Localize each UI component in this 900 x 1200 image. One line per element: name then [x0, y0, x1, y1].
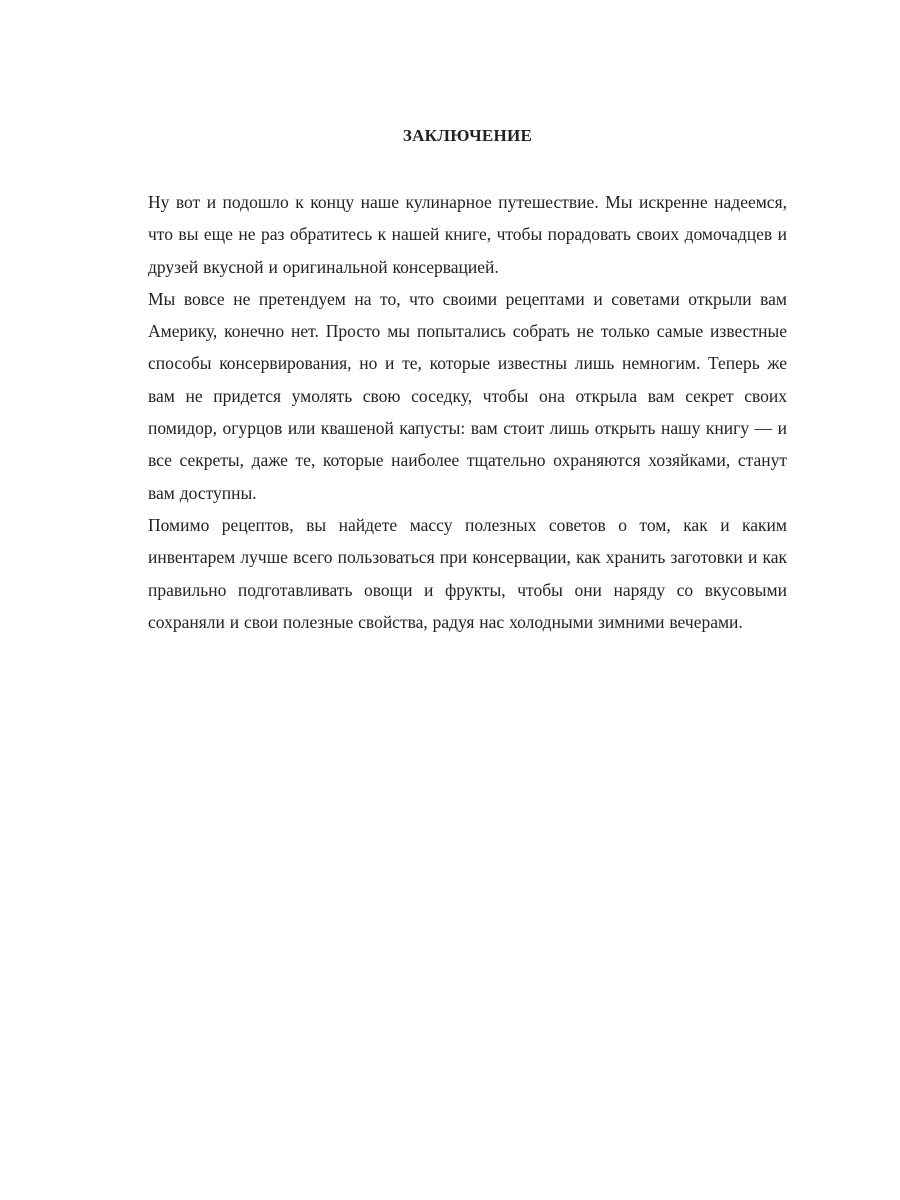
page-title: ЗАКЛЮЧЕНИЕ: [402, 126, 533, 145]
paragraph-3: Помимо рецептов, вы найдете массу полезных советов о том, как и каким инвентарем лучше всего пользоваться при консервации, как хранить заготовки и как правильно подготавливать овощи и фрукты, чтобы они наряду со вкусовыми сохраняли и свои полезные свойства, радуя нас холодными зимними вечерами.: [148, 514, 787, 632]
paragraph-2: Мы вовсе не претендуем на то, что своими рецептами и советами открыли вам Америку, конечно нет. Просто мы попытались собрать не только самые известные способы консервирования, но и те, которые известны лишь немногим. Теперь же вам не придется умолять свою соседку, чтобы она открыла вам секрет своих помидор, огурцов или квашеной капусты: вам стоит лишь открыть нашу книгу — и все секреты, даже те, которые наиболее тщательно охраняются хозяйками, станут вам доступны.: [148, 288, 787, 503]
paragraph-1: Ну вот и подошло к концу наше кулинарное путешествие. Мы искренне надеемся, что вы еще не раз обратитесь к нашей книге, чтобы порадовать своих домочадцев и друзей вкусной и оригинальной консервацией.: [148, 192, 787, 277]
